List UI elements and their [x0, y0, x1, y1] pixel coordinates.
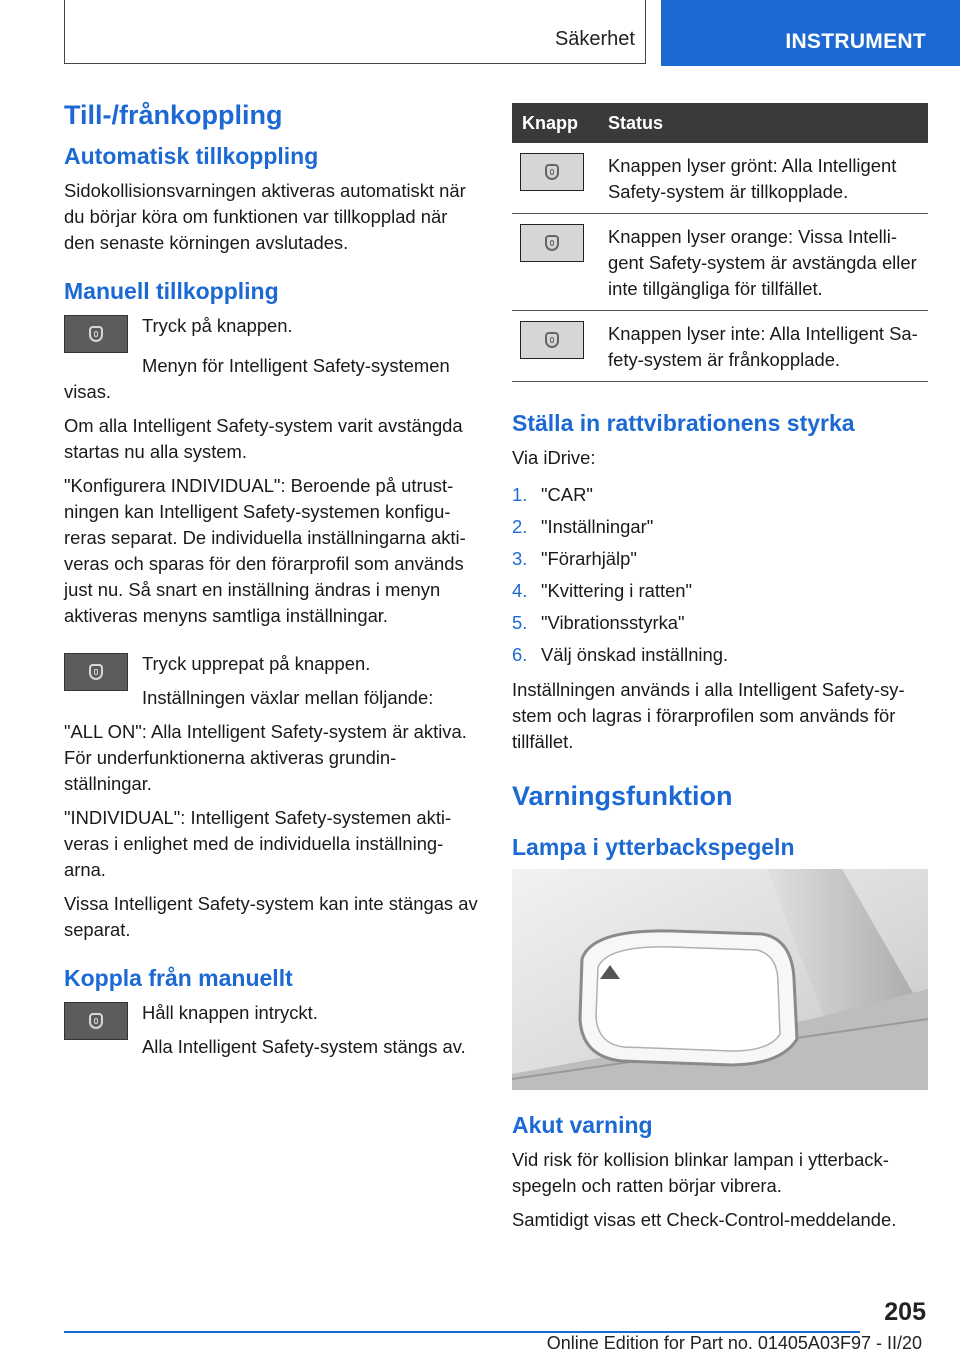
right-column — [512, 103, 928, 1241]
vibration-steps — [512, 479, 928, 671]
table-row — [512, 214, 928, 311]
safety-button-icon — [64, 315, 128, 353]
manual-off-step-result: Alla Intelligent Safety-system stängs av. — [142, 1036, 466, 1057]
table-cell-status: Knappen lyser inte: Alla Intelligent Safety-system är frånkopplade. — [598, 311, 928, 382]
list-item: 5. "Vibrationsstyrka" — [512, 612, 685, 633]
list-item: 1. "CAR" — [512, 484, 593, 505]
manual-off-step — [64, 1000, 478, 1068]
configure-individual-text: "Konfigurera INDIVIDUAL": Beroende på utrustningen kan Intelligent Safety-systemen konfigureras separat. De individuella inställningarna aktiveras och sparas för den förarprofil som används just nu. Så snart en inställning ändras i menyn aktiveras menyns samtliga inställningar. — [64, 475, 466, 626]
table-row — [512, 311, 928, 382]
manual-on-step-result: Menyn för Intelligent Safety-systemen visas. — [64, 355, 450, 402]
manual-off-step-text: Håll knappen intryckt. — [142, 1002, 318, 1023]
check-control-text: Samtidigt visas ett Check-Control-meddelande. — [512, 1209, 897, 1230]
mirror-lamp-illustration — [512, 869, 928, 1090]
repeat-step-text: Tryck upprepat på knappen. — [142, 653, 371, 674]
manual-on-step — [64, 313, 478, 353]
heading-manual-on: Manuell tillkoppling — [64, 278, 279, 304]
manual-on-all-off-text: Om alla Intelligent Safety-system varit avstängda startas nu alla system. — [64, 415, 463, 462]
page-number: 205 — [884, 1298, 926, 1326]
heading-warning-function: Varningsfunktion — [512, 781, 733, 811]
footer-edition: Online Edition for Part no. 01405A03F97 - II/20 — [546, 1333, 922, 1353]
heading-manual-off: Koppla från manuellt — [64, 965, 293, 991]
left-column — [64, 100, 478, 1068]
list-item: 3. "Förarhjälp" — [512, 548, 637, 569]
list-item: 6. Välj önskad inställning. — [512, 644, 729, 665]
urgent-warning-text: Vid risk för kollision blinkar lampan i ytterbackspegeln och ratten börjar vibrera. — [512, 1149, 889, 1196]
header-section: Säkerhet — [554, 28, 635, 50]
vibration-intro: Via iDrive: — [512, 447, 596, 468]
vibration-note: Inställningen används i alla Intelligent Safety-system och lagras i förarprofilen som används för tillfället. — [512, 679, 905, 752]
table-header-status: Status — [598, 103, 928, 143]
all-on-text: "ALL ON": Alla Intelligent Safety-system är aktiva. För underfunktionerna aktiveras grundinställningar. — [64, 721, 467, 794]
repeat-step-result: Inställningen växlar mellan följande: — [142, 687, 434, 708]
safety-button-icon — [64, 653, 128, 691]
table-header-button: Knapp — [512, 103, 598, 143]
list-item: 4. "Kvittering i ratten" — [512, 580, 693, 601]
list-item: 2. "Inställningar" — [512, 516, 654, 537]
auto-on-text: Sidokollisionsvarningen aktiveras automatiskt när du börjar köra om funktionen var tillkopplad när den senaste körningen avslutades. — [64, 180, 466, 253]
heading-mirror-lamp: Lampa i ytterbackspegeln — [512, 834, 795, 860]
table-cell-status: Knappen lyser orange: Vissa Intelligent Safety-system är avstängda eller inte tillgängliga för tillfället. — [598, 214, 928, 311]
heading-urgent-warning: Akut varning — [512, 1112, 653, 1138]
repeat-step — [64, 651, 478, 719]
header-tab-label: INSTRUMENT — [785, 30, 926, 53]
some-systems-text: Vissa Intelligent Safety-system kan inte stängas av separat. — [64, 893, 478, 940]
table-cell-status: Knappen lyser grönt: Alla Intelligent Safety-system är tillkopplade. — [598, 143, 928, 214]
title-on-off: Till-/frånkoppling — [64, 100, 283, 130]
safety-button-off-icon — [520, 321, 584, 359]
safety-button-icon — [64, 1002, 128, 1040]
manual-on-step-text: Tryck på knappen. — [142, 315, 293, 336]
button-status-table — [512, 103, 928, 382]
safety-button-orange-icon — [520, 224, 584, 262]
safety-button-green-icon — [520, 153, 584, 191]
heading-auto-on: Automatisk tillkoppling — [64, 143, 319, 169]
table-row — [512, 143, 928, 214]
individual-text: "INDIVIDUAL": Intelligent Safety-systemen aktiveras i enlighet med de individuella inställningarna. — [64, 807, 452, 880]
heading-vibration: Ställa in rattvibrationens styrka — [512, 410, 855, 436]
header-tab-instrument[interactable] — [661, 0, 960, 66]
